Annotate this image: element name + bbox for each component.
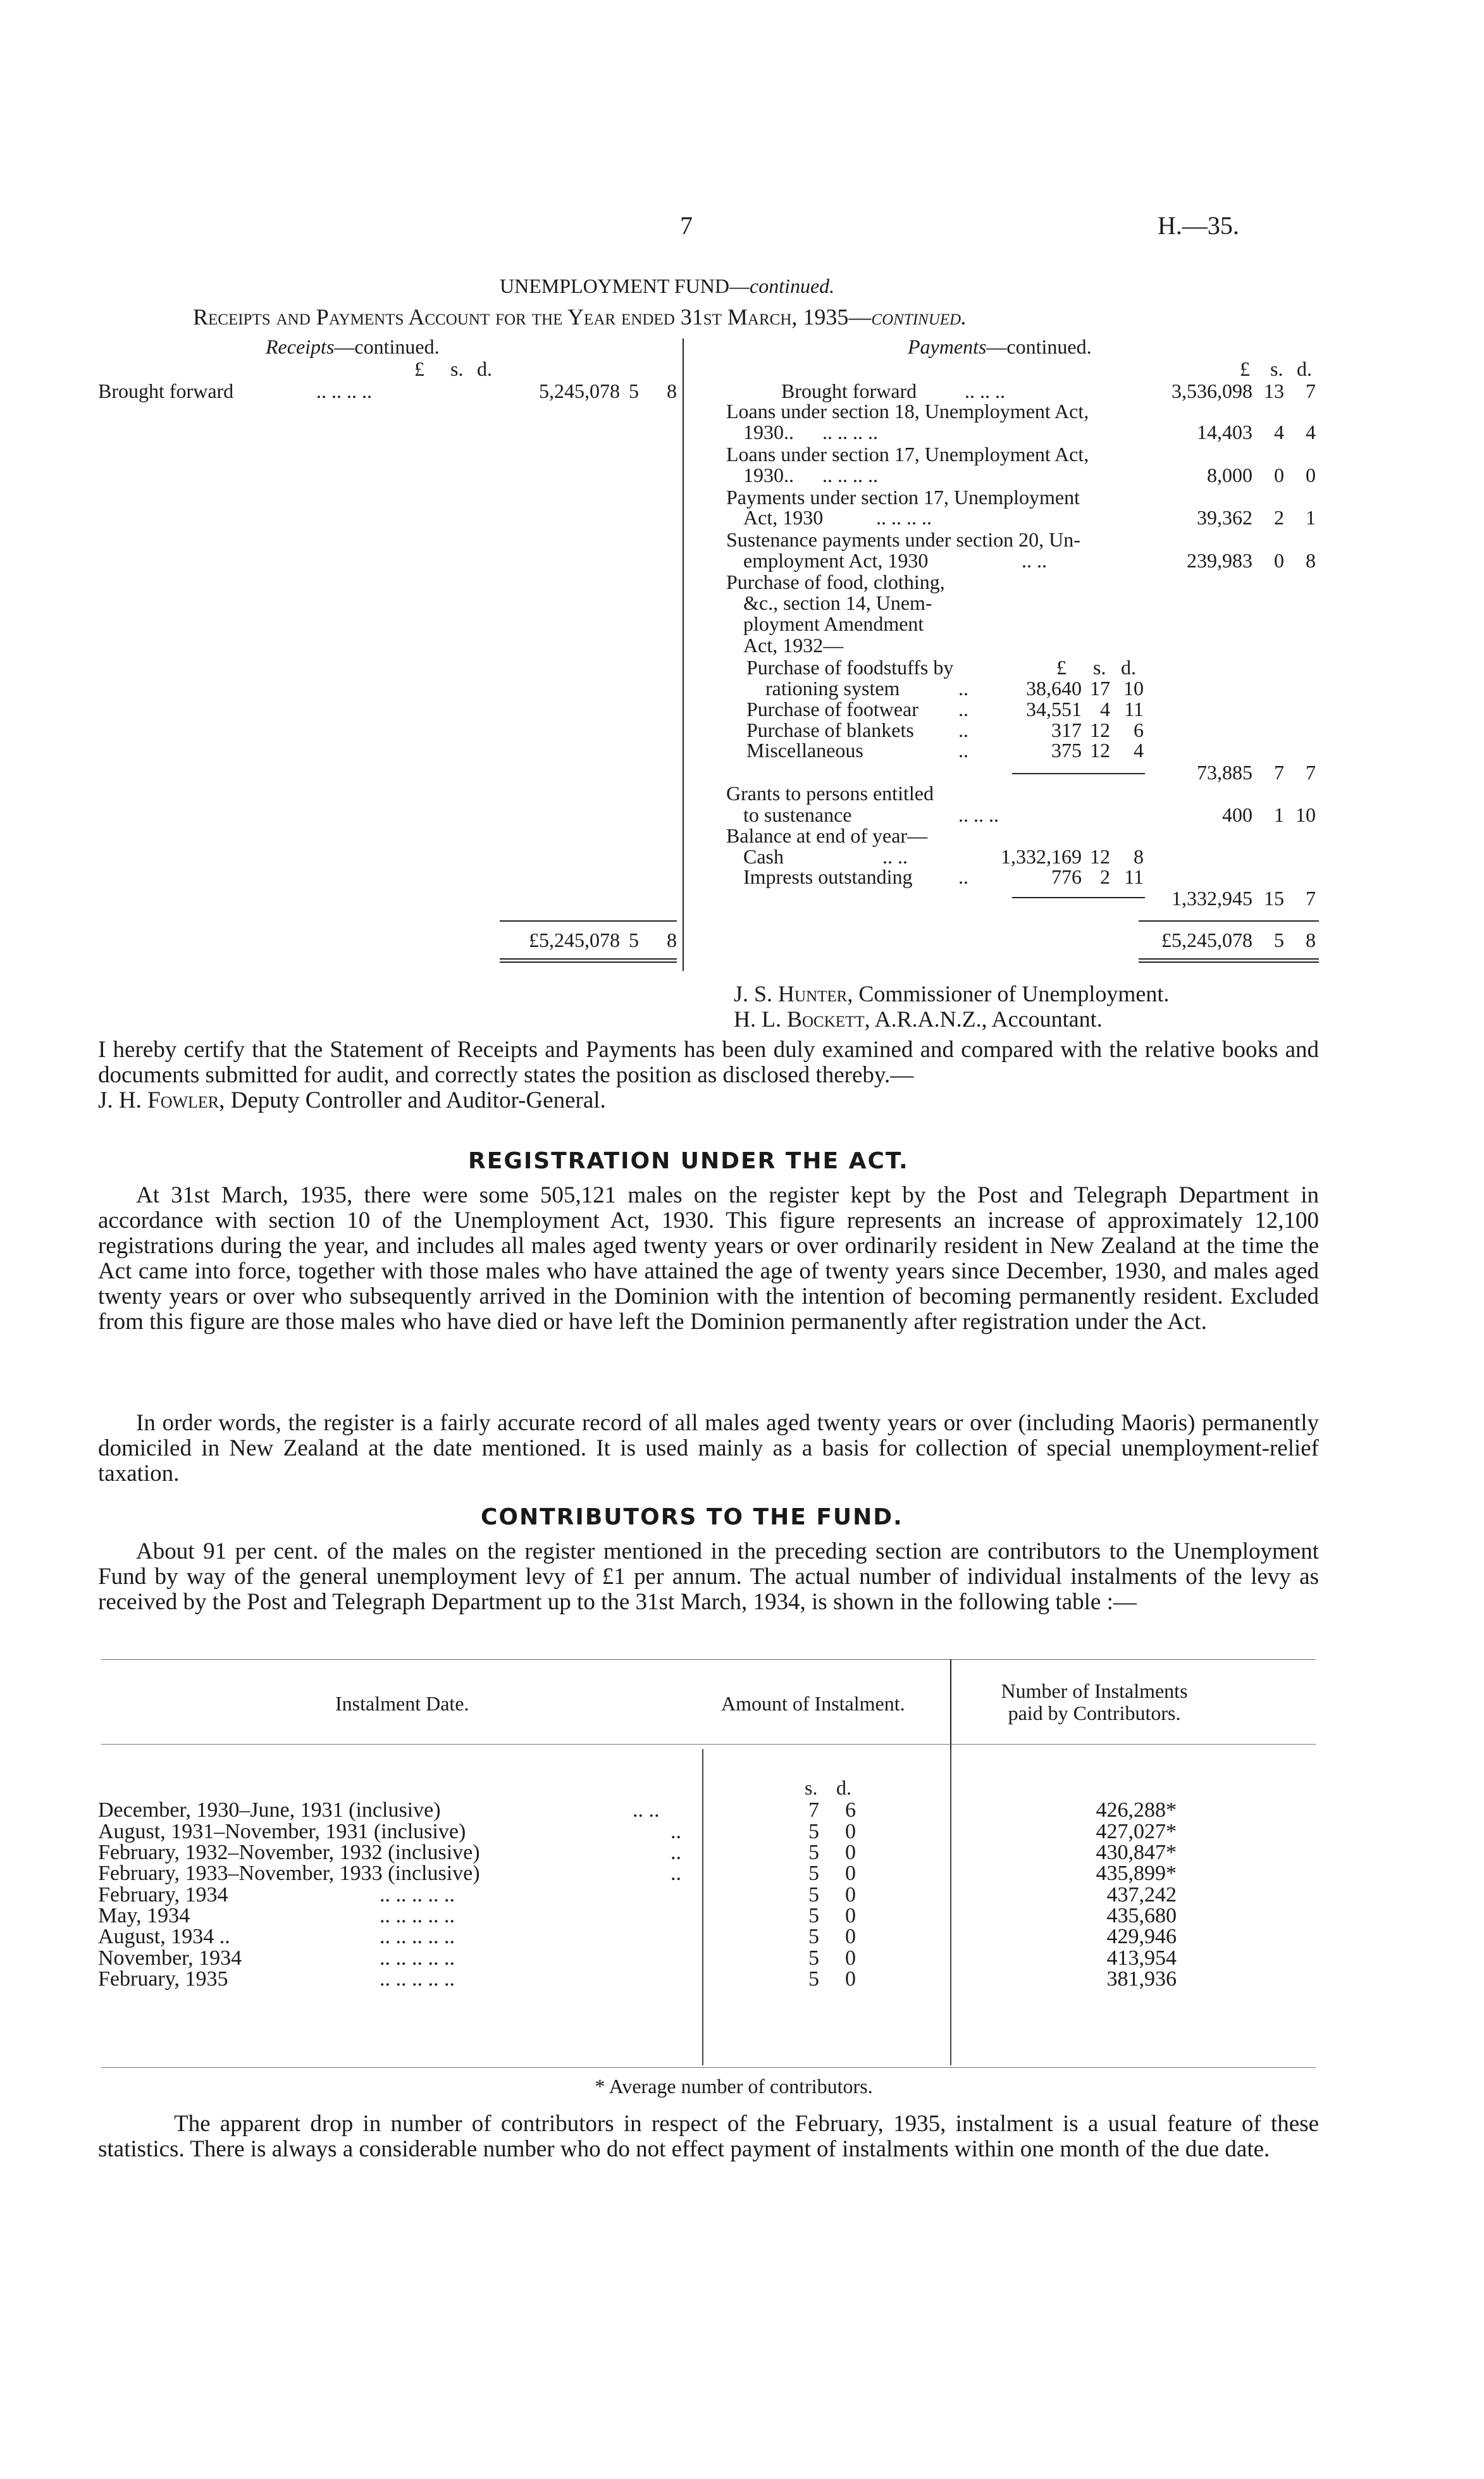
row-pence: 6	[845, 1798, 856, 1822]
row-leaders: .. .. .. .. ..	[380, 1904, 455, 1927]
sustenance-section-20-line2: employment Act, 1930	[743, 549, 929, 572]
table-footnote: * Average number of contributors.	[595, 2075, 873, 2098]
row-date: February, 1933–November, 1933 (inclusive)	[98, 1862, 480, 1885]
registration-heading: REGISTRATION UNDER THE ACT.	[468, 1148, 909, 1174]
receipts-total-pounds: £5,245,078	[529, 929, 620, 951]
registration-paragraph-2: In order words, the register is a fairly accurate record of all males aged twenty years or over (including Maoris) permanently domiciled in New Zealand at the date mentioned. It is used mainly as a basis for collection of special unemployment-relief taxation.	[98, 1410, 1319, 1487]
grants-pence: 10	[1295, 803, 1316, 826]
row-number: 413,954	[1106, 1946, 1177, 1970]
loans-section-17-pence: 0	[1306, 464, 1316, 486]
row-shillings: 5	[808, 1946, 819, 1970]
balance-heading: Balance at end of year—	[726, 824, 928, 847]
purchase-foodstuffs-pounds: 38,640	[1026, 677, 1082, 700]
audit-certification: I hereby certify that the Statement of Receipts and Payments has been duly examined and compared with the relative books and documents submitted for audit, and correctly states the position as disclosed thereby.— J. H. Fowler, Deputy Controller and Auditor-General.	[98, 1037, 1319, 1113]
purchase-footwear-label: Purchase of footwear	[746, 698, 918, 720]
balance-cash-pounds: 1,332,169	[1001, 845, 1082, 868]
table-right-column-divider	[950, 1749, 951, 2065]
receipts-shilling-header: s.	[450, 357, 464, 380]
registration-paragraph-1: At 31st March, 1935, there were some 505,121 males on the register kept by the Post and Telegraph Department in accordance with section 10 of the Unemployment Act, 1930. This figure represents an increase of approximately 12,100 registrations during the year, and includes all males aged twenty years or over ordinarily resident in New Zealand at the time the Act came into force, together with those males who have attained the age of twenty years since December, 1930, and males aged twenty years or over who subsequently arrived in the Dominion with the intention of becoming permanently resident. Excluded from this figure are those males who have died or have left the Dominion permanently after registration under the Act.	[98, 1182, 1319, 1335]
loans-section-17-line2: 1930..	[743, 464, 794, 486]
row-pence: 0	[845, 1883, 856, 1907]
row-pence: 0	[845, 1904, 856, 1927]
row-shillings: 7	[808, 1798, 819, 1822]
payments-heading: Payments—continued.	[908, 335, 1092, 358]
loans-section-18-pence: 4	[1306, 421, 1316, 443]
purchase-miscellaneous-leaders: ..	[958, 739, 968, 762]
table-bottom-rule	[101, 2067, 1316, 2068]
table-unit-pence: d.	[836, 1776, 851, 1799]
table-header-number-1: Number of Instalments	[1001, 1679, 1188, 1702]
row-shillings: 5	[808, 1925, 819, 1948]
receipts-brought-forward-label: Brought forward	[98, 380, 234, 402]
purchase-heading-line2: &c., section 14, Unem-	[743, 591, 932, 614]
balance-cash-leaders: .. ..	[882, 845, 908, 868]
payments-section-17-pence: 1	[1306, 506, 1316, 529]
row-leaders: ..	[671, 1862, 681, 1885]
sustenance-section-20-shillings: 0	[1274, 549, 1284, 572]
row-pence: 0	[845, 1925, 856, 1948]
purchase-heading-line3: ployment Amendment	[743, 612, 924, 635]
payments-pence-header: d.	[1297, 357, 1312, 380]
loans-section-18-line2: 1930..	[743, 421, 794, 443]
purchase-foodstuffs-shillings: 17	[1090, 677, 1110, 700]
purchase-footwear-shillings: 4	[1100, 698, 1110, 720]
row-number: 429,946	[1106, 1925, 1177, 1948]
table-top-rule	[101, 1659, 1316, 1660]
balance-imprests-leaders: ..	[958, 865, 968, 888]
row-date: November, 1934	[98, 1946, 242, 1970]
purchase-pence-header: d.	[1121, 656, 1136, 679]
row-pence: 0	[845, 1841, 856, 1864]
row-leaders: .. .. .. .. ..	[380, 1967, 455, 1991]
account-title: Receipts and Payments Account for the Year ended 31st March, 1935—continued.	[193, 304, 967, 330]
sustenance-section-20-pounds: 239,983	[1187, 549, 1252, 572]
row-number: 435,899*	[1096, 1862, 1177, 1885]
payments-brought-forward-pence: 7	[1306, 380, 1316, 402]
purchase-miscellaneous-label: Miscellaneous	[746, 739, 863, 762]
payments-total-shillings: 5	[1274, 929, 1284, 951]
purchase-total-shillings: 7	[1274, 761, 1284, 784]
row-leaders: .. .. .. .. ..	[380, 1946, 455, 1970]
balance-total-pence: 7	[1306, 887, 1316, 910]
table-header-rule	[101, 1744, 1316, 1745]
table-header-number-2: paid by Contributors.	[1008, 1702, 1181, 1724]
payments-total-pence: 8	[1306, 929, 1316, 951]
fund-title: UNEMPLOYMENT FUND—continued.	[500, 275, 835, 297]
purchase-footwear-pounds: 34,551	[1026, 698, 1082, 720]
balance-imprests-pounds: 776	[1051, 865, 1082, 888]
payments-section-17-line1: Payments under section 17, Unemployment	[726, 486, 1080, 509]
balance-imprests-shillings: 2	[1100, 865, 1110, 888]
receipts-pound-header: £	[414, 357, 424, 380]
row-pence: 0	[845, 1820, 856, 1843]
grants-line2: to sustenance	[743, 803, 852, 826]
balance-total-shillings: 15	[1264, 887, 1284, 910]
payments-section-17-pounds: 39,362	[1197, 506, 1252, 529]
row-date: December, 1930–June, 1931 (inclusive)	[98, 1798, 441, 1822]
balance-total-pounds: 1,332,945	[1172, 887, 1252, 910]
row-shillings: 5	[808, 1841, 819, 1864]
signature-hunter: J. S. Hunter, Commissioner of Unemployment.	[734, 981, 1170, 1006]
purchase-foodstuffs-pence: 10	[1123, 677, 1144, 700]
purchase-footwear-pence: 11	[1124, 698, 1144, 720]
sustenance-section-20-leaders: .. ..	[1022, 549, 1047, 572]
purchase-heading-line4: Act, 1932—	[743, 634, 844, 657]
purchase-miscellaneous-shillings: 12	[1090, 739, 1110, 762]
loans-section-18-leaders: .. .. .. ..	[822, 421, 878, 443]
contributors-paragraph-1: About 91 per cent. of the males on the register mentioned in the preceding section are contributors to the Unemployment Fund by way of the general unemployment levy of £1 per annum. The actual number of individual instalments of the levy as received by the Post and Telegraph Department up to the 31st March, 1934, is shown in the following table :—	[98, 1538, 1319, 1615]
row-leaders: ..	[671, 1841, 681, 1864]
row-date: February, 1932–November, 1932 (inclusive)	[98, 1841, 480, 1864]
row-pence: 0	[845, 1967, 856, 1991]
row-date: May, 1934	[98, 1904, 190, 1927]
purchase-blankets-pounds: 317	[1051, 719, 1082, 741]
row-pence: 0	[845, 1862, 856, 1885]
payments-total-rule	[1139, 920, 1319, 922]
loans-section-17-line1: Loans under section 17, Unemployment Act,	[726, 443, 1089, 466]
loans-section-18-line1: Loans under section 18, Unemployment Act,	[726, 400, 1089, 423]
row-leaders: ..	[671, 1820, 681, 1843]
row-date: February, 1934	[98, 1883, 228, 1907]
loans-section-17-pounds: 8,000	[1207, 464, 1252, 486]
payments-total-pounds: £5,245,078	[1161, 929, 1252, 951]
sustenance-section-20-line1: Sustenance payments under section 20, Un-	[726, 528, 1080, 551]
balance-imprests-label: Imprests outstanding	[743, 865, 913, 888]
purchase-shilling-header: s.	[1093, 656, 1106, 679]
balance-imprests-pence: 11	[1124, 865, 1144, 888]
payments-section-17-line2: Act, 1930	[743, 506, 824, 529]
row-shillings: 5	[808, 1862, 819, 1885]
table-unit-shillings: s.	[805, 1776, 818, 1799]
purchase-pound-header: £	[1056, 656, 1067, 679]
loans-section-18-pounds: 14,403	[1197, 421, 1252, 443]
payments-brought-forward-shillings: 13	[1264, 380, 1284, 402]
purchase-blankets-leaders: ..	[958, 719, 968, 741]
row-date: August, 1934 ..	[98, 1925, 230, 1948]
loans-section-18-shillings: 4	[1274, 421, 1284, 443]
receipts-heading: Receipts—continued.	[266, 335, 440, 358]
row-date: August, 1931–November, 1931 (inclusive)	[98, 1820, 466, 1843]
purchase-total-pounds: 73,885	[1197, 761, 1252, 784]
grants-leaders: .. .. ..	[958, 803, 999, 826]
loans-section-17-leaders: .. .. .. ..	[822, 464, 878, 486]
payments-brought-forward-label: Brought forward	[781, 380, 917, 402]
row-number: 381,936	[1106, 1967, 1177, 1991]
payments-section-17-leaders: .. .. .. ..	[876, 506, 932, 529]
payments-brought-forward-leaders: .. .. ..	[965, 380, 1005, 402]
purchase-total-pence: 7	[1306, 761, 1316, 784]
row-leaders: .. .. .. .. ..	[380, 1925, 455, 1948]
row-date: February, 1935	[98, 1967, 228, 1991]
grants-line1: Grants to persons entitled	[726, 782, 934, 805]
row-shillings: 5	[808, 1883, 819, 1907]
table-header-amount: Amount of Instalment.	[721, 1692, 905, 1715]
contributors-heading: CONTRIBUTORS TO THE FUND.	[481, 1504, 903, 1530]
payments-pound-header: £	[1240, 357, 1250, 380]
row-number: 435,680	[1106, 1904, 1177, 1927]
row-number: 427,027*	[1096, 1820, 1177, 1843]
row-pence: 0	[845, 1946, 856, 1970]
grants-shillings: 1	[1274, 803, 1284, 826]
receipts-brought-forward-pounds: 5,245,078	[539, 380, 620, 402]
signature-bockett: H. L. Bockett, A.R.A.N.Z., Accountant.	[734, 1006, 1103, 1032]
row-leaders: .. .. .. .. ..	[380, 1883, 455, 1907]
purchase-miscellaneous-pence: 4	[1134, 739, 1144, 762]
purchase-footwear-leaders: ..	[958, 698, 968, 720]
receipts-total-rule	[500, 920, 677, 922]
payments-shilling-header: s.	[1270, 357, 1283, 380]
receipts-total-pence: 8	[667, 929, 677, 951]
receipts-total-double-rule	[500, 958, 677, 963]
row-number: 430,847*	[1096, 1841, 1177, 1864]
table-header-date: Instalment Date.	[335, 1692, 469, 1715]
row-shillings: 5	[808, 1904, 819, 1927]
purchase-blankets-shillings: 12	[1090, 719, 1110, 741]
receipts-brought-forward-pence: 8	[667, 380, 677, 402]
row-shillings: 5	[808, 1820, 819, 1843]
payments-section-17-shillings: 2	[1274, 506, 1284, 529]
balance-cash-pence: 8	[1134, 845, 1144, 868]
purchase-heading-line1: Purchase of food, clothing,	[726, 571, 945, 593]
receipts-pence-header: d.	[477, 357, 492, 380]
payments-total-double-rule	[1139, 958, 1319, 963]
table-left-column-divider	[702, 1749, 703, 2065]
balance-cash-label: Cash	[743, 845, 784, 868]
sustenance-section-20-pence: 8	[1306, 549, 1316, 572]
contributors-paragraph-2: The apparent drop in number of contributors in respect of the February, 1935, instalment is a usual feature of these statistics. There is always a considerable number who do not effect payment of instalments within one month of the due date.	[98, 2111, 1319, 2162]
row-number: 437,242	[1106, 1883, 1177, 1907]
payments-brought-forward-pounds: 3,536,098	[1172, 380, 1252, 402]
purchase-miscellaneous-pounds: 375	[1051, 739, 1082, 762]
purchase-foodstuffs-label: Purchase of foodstuffs by	[746, 656, 954, 679]
receipts-brought-forward-shillings: 5	[629, 380, 639, 402]
row-shillings: 5	[808, 1967, 819, 1991]
grants-pounds: 400	[1222, 803, 1252, 826]
purchase-blankets-label: Purchase of blankets	[746, 719, 914, 741]
receipts-total-shillings: 5	[629, 929, 639, 951]
loans-section-17-shillings: 0	[1274, 464, 1284, 486]
purchase-foodstuffs-leaders: ..	[958, 677, 968, 700]
row-leaders: .. ..	[633, 1798, 660, 1822]
receipts-payments-divider	[683, 338, 684, 971]
document-reference: H.—35.	[1158, 211, 1239, 240]
page-number: 7	[680, 211, 693, 240]
balance-cash-shillings: 12	[1090, 845, 1110, 868]
receipts-brought-forward-leaders: .. .. .. ..	[316, 380, 372, 402]
purchase-blankets-pence: 6	[1134, 719, 1144, 741]
purchase-foodstuffs-label2: rationing system	[765, 677, 900, 700]
row-number: 426,288*	[1096, 1798, 1177, 1822]
